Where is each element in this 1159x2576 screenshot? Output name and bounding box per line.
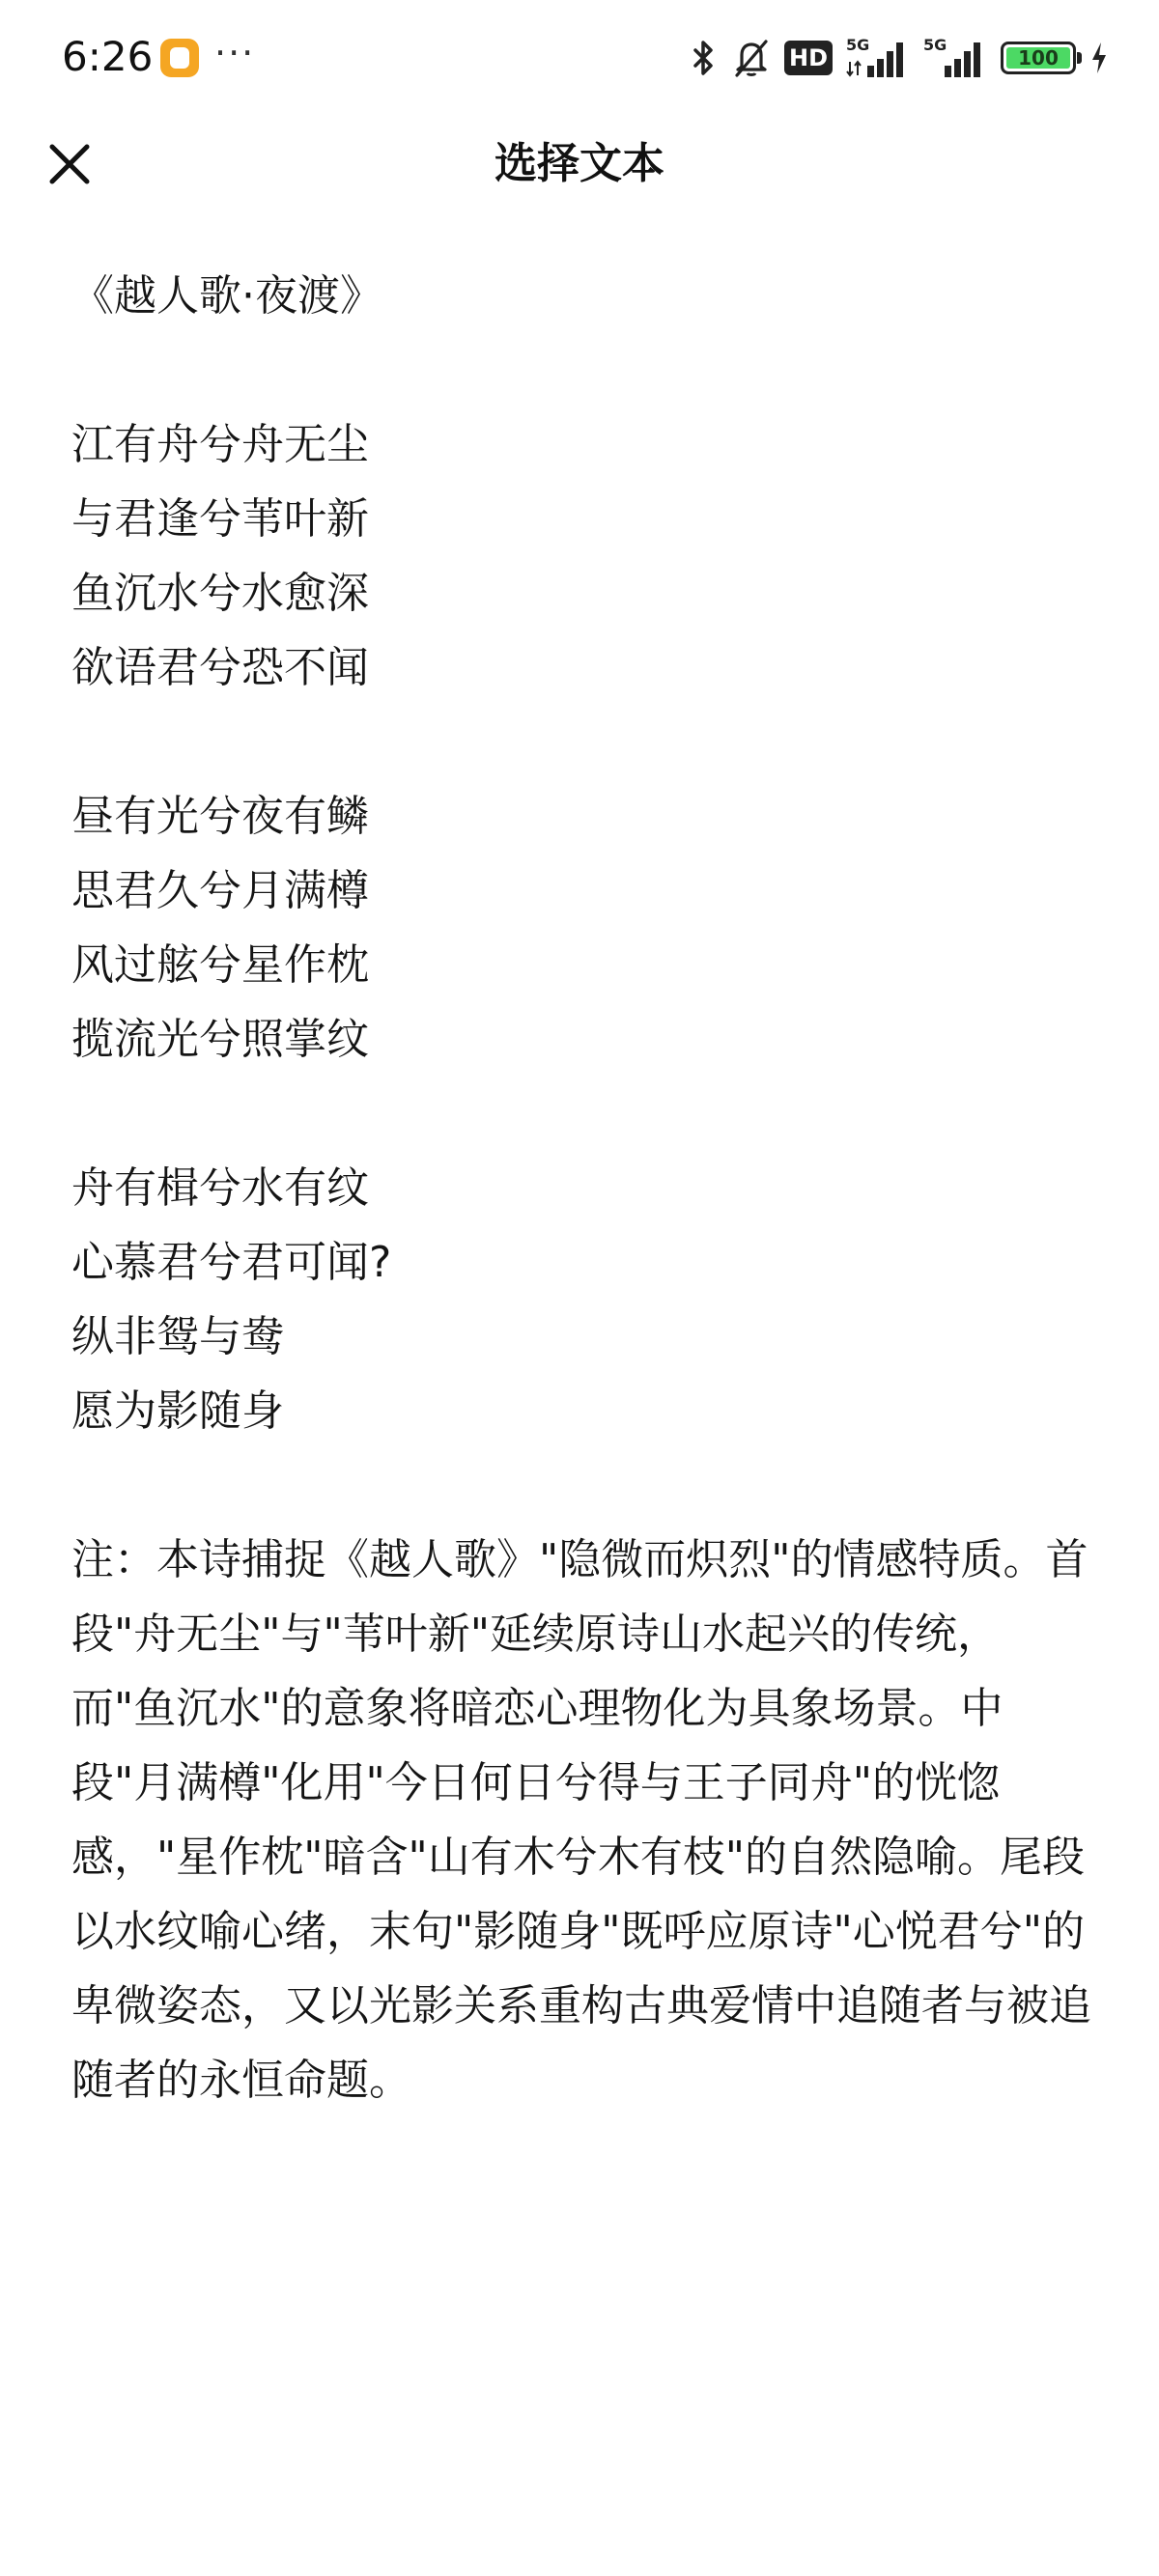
- poem-line[interactable]: 与君逢兮苇叶新: [71, 494, 369, 544]
- poem-line[interactable]: 鱼沉水兮水愈深: [71, 569, 369, 618]
- network-type-label: 5G: [846, 36, 870, 54]
- charging-icon: [1089, 41, 1109, 75]
- selectable-text-area[interactable]: [71, 259, 1095, 2160]
- stanza-1: [71, 407, 1095, 705]
- poem-line[interactable]: 心慕君兮君可闻?: [71, 1238, 392, 1287]
- poem-line[interactable]: 舟有楫兮水有纹: [71, 1163, 369, 1213]
- poem-line[interactable]: 江有舟兮舟无尘: [71, 420, 369, 469]
- network-type-label: 5G: [923, 36, 947, 54]
- header: [0, 116, 1159, 212]
- signal-5g-2: [923, 37, 987, 79]
- poem-line[interactable]: 欲语君兮恐不闻: [71, 643, 369, 692]
- status-time: 6:26: [62, 33, 154, 80]
- poem-title[interactable]: 《越人歌·夜渡》: [71, 271, 382, 321]
- status-icons: [690, 35, 1109, 81]
- poem-line[interactable]: 愿为影随身: [71, 1386, 284, 1436]
- poem-line[interactable]: 风过舷兮星作枕: [71, 940, 369, 990]
- poem-line[interactable]: 思君久兮月满樽: [71, 866, 369, 915]
- battery-icon: [1001, 42, 1076, 74]
- poem-line[interactable]: 揽流光兮照掌纹: [71, 1015, 369, 1064]
- poem-note[interactable]: 注：本诗捕捉《越人歌》"隐微而炽烈"的情感特质。首段"舟无尘"与"苇叶新"延续原诗山水起兴的传统，而"鱼沉水"的意象将暗恋心理物化为具象场景。中段"月满樽"化用"今日何日兮得与王子同舟"的恍惚感，"星作枕"暗含"山有木兮木有枝"的自然隐喻。尾段以水纹喻心绪，末句"影随身"既呼应原诗"心悦君兮"的卑微姿态，又以光影关系重构古典爱情中追随者与被追随者的永恒命题。: [71, 1535, 1091, 2105]
- battery-level: 100: [1006, 47, 1070, 69]
- hd-voice-icon: HD: [784, 41, 833, 75]
- poem-line[interactable]: 昼有光兮夜有鳞: [71, 792, 369, 841]
- stanza-3: [71, 1151, 1095, 1448]
- bell-muted-icon: [732, 38, 771, 78]
- signal-5g-1: [846, 37, 910, 79]
- signal-bars-icon: [923, 37, 987, 79]
- bluetooth-icon: [690, 39, 719, 77]
- poem-line[interactable]: 纵非鸳与鸯: [71, 1312, 284, 1361]
- status-bar: [0, 0, 1159, 116]
- more-notifications-icon: ···: [214, 32, 256, 74]
- signal-bars-icon: [846, 37, 910, 79]
- app-notification-icon: [160, 39, 199, 77]
- page-title: 选择文本: [495, 139, 664, 188]
- stanza-2: [71, 779, 1095, 1077]
